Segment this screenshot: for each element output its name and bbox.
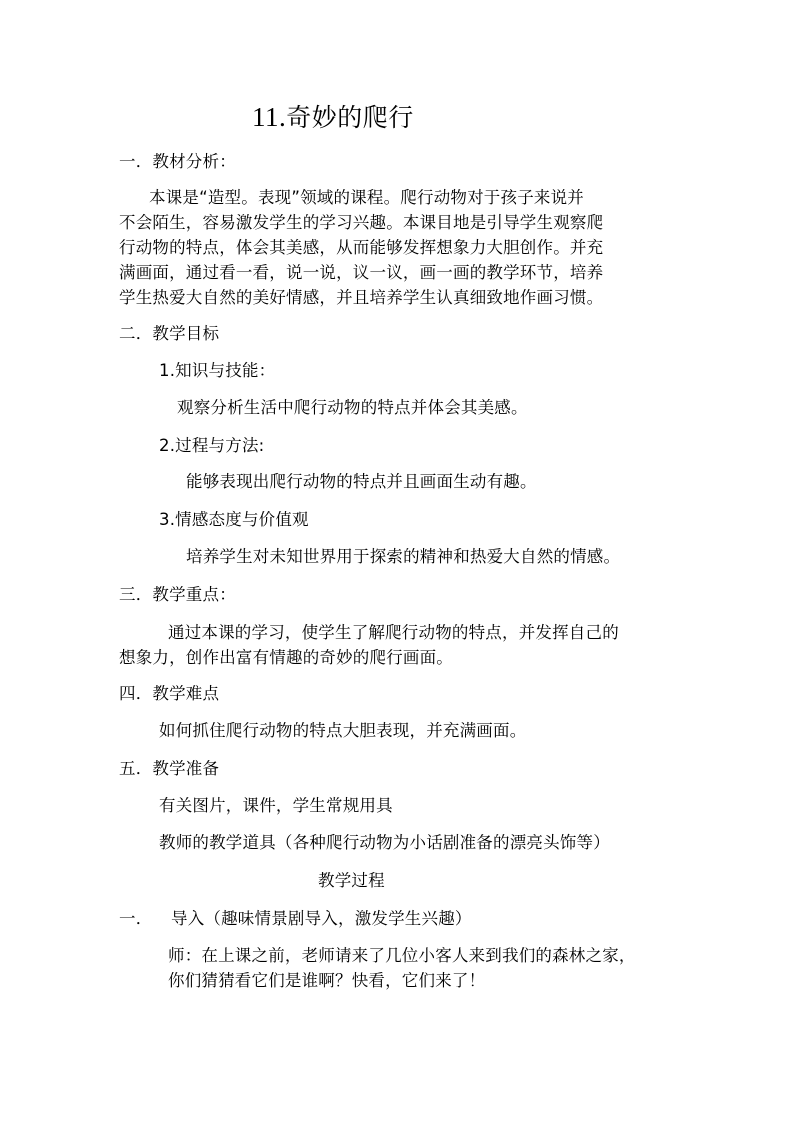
section-heading-difficulties: 四．教学难点 (119, 684, 220, 703)
section-heading-preparation: 五．教学准备 (119, 759, 220, 778)
process-step-number: 一． (119, 909, 153, 928)
section-heading-materials: 一．教材分析： (119, 152, 236, 171)
process-title: 教学过程 (318, 871, 385, 890)
paragraph-line: 学生热爱大自然的美好情感，并且培养学生认真细致地作画习惯。 (119, 288, 604, 307)
paragraph-line: 通过本课的学习，使学生了解爬行动物的特点，并发挥自己的 (168, 623, 619, 642)
paragraph-line: 想象力，创作出富有情趣的奇妙的爬行画面。 (119, 648, 453, 667)
paragraph-line: 不会陌生，容易激发学生的学习兴趣。本课目地是引导学生观察爬 (119, 213, 604, 232)
title-number: 11. (252, 102, 287, 132)
preparation-line: 教师的教学道具（各种爬行动物为小话剧准备的漂亮头饰等） (159, 833, 610, 852)
process-step-heading: 导入（趣味情景剧导入，激发学生兴趣） (171, 909, 472, 928)
paragraph-line: 你们猜猜看它们是谁啊？快看，它们来了！ (168, 971, 486, 990)
objective-label-attitude: 3.情感态度与价值观 (159, 510, 309, 529)
section-heading-key-points: 三．教学重点： (119, 585, 236, 604)
paragraph-line: 师：在上课之前，老师请来了几位小客人来到我们的森林之家， (168, 946, 636, 965)
title-text: 奇妙的爬行 (286, 103, 414, 132)
objective-text-process: 能够表现出爬行动物的特点并且画面生动有趣。 (186, 472, 537, 491)
objective-label-process: 2.过程与方法: (159, 436, 265, 455)
paragraph-line: 满画面，通过看一看，说一说，议一议，画一画的教学环节，培养 (119, 263, 604, 282)
objective-text-attitude: 培养学生对未知世界用于探索的精神和热爱大自然的情感。 (186, 547, 621, 566)
objective-text-knowledge: 观察分析生活中爬行动物的特点并体会其美感。 (177, 398, 528, 417)
paragraph-line: 本课是“造型。表现”领域的课程。爬行动物对于孩子来说并 (149, 188, 584, 207)
preparation-line: 有关图片，课件，学生常规用具 (159, 796, 393, 815)
objective-label-knowledge: 1.知识与技能： (159, 361, 276, 380)
paragraph-line: 行动物的特点，体会其美感，从而能够发挥想象力大胆创作。并充 (119, 238, 604, 257)
page-title (252, 101, 414, 134)
section-heading-objectives: 二．教学目标 (119, 324, 220, 343)
difficulty-text: 如何抓住爬行动物的特点大胆表现，并充满画面。 (159, 721, 527, 740)
